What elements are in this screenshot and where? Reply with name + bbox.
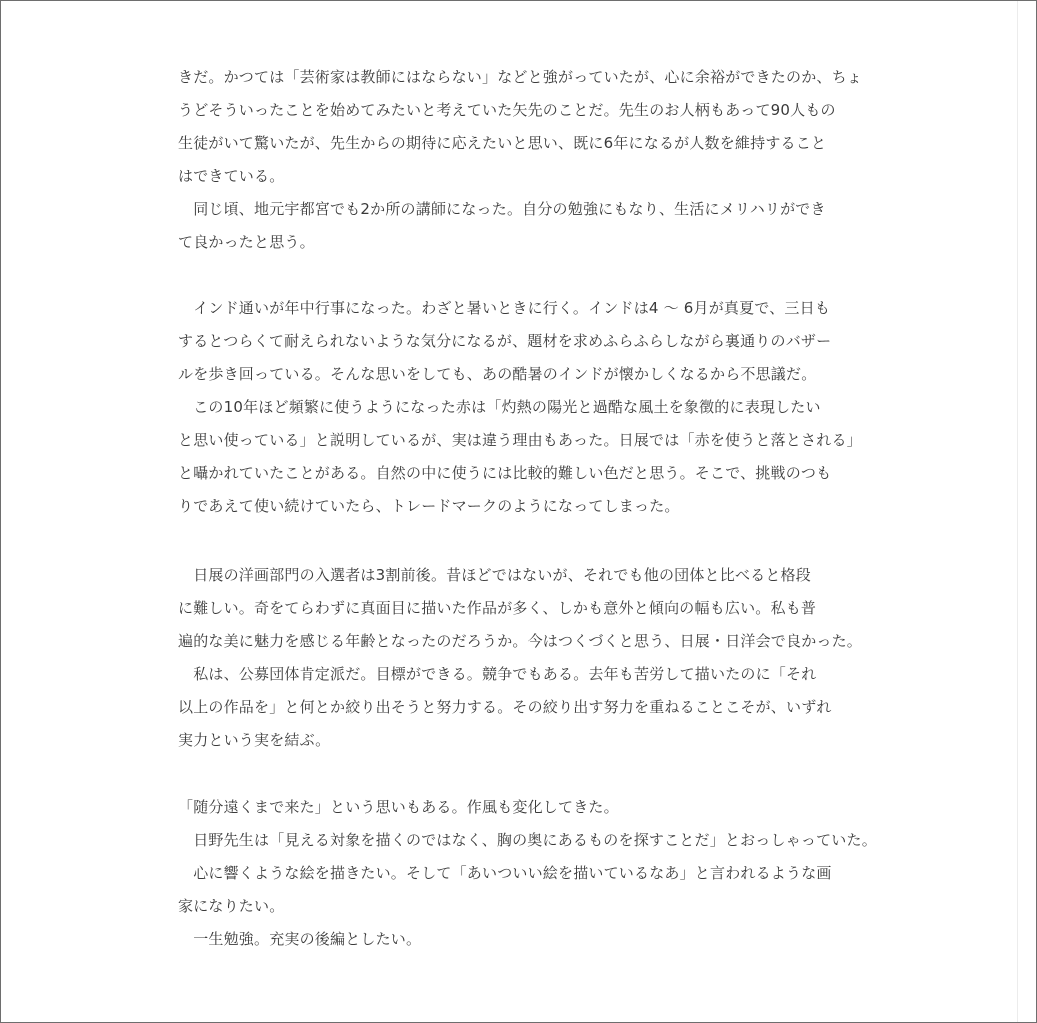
text-line: 「随分遠くまで来た」という思いもある。作風も変化してきた。 [178,798,619,816]
text-line: 生徒がいて驚いたが、先生からの期待に応えたいと思い、既に6年になるが人数を維持すること [178,134,827,152]
text-line: この10年ほど頻繁に使うようになった赤は「灼熱の陽光と過酷な風土を象徴的に表現したい [178,398,821,416]
text-line: インド通いが年中行事になった。わざと暑いときに行く。インドは4 ～ 6月が真夏で、三日も [178,299,831,317]
text-line: 心に響くような絵を描きたい。そして「あいついい絵を描いているなあ」と言われるような画 [178,864,832,882]
text-line: て良かったと思う。 [178,233,315,251]
text-line: 私は、公募団体肯定派だ。目標ができる。競争でもある。去年も苦労して描いたのに「それ [178,665,817,683]
text-line: 同じ頃、地元宇都宮でも2か所の講師になった。自分の勉強にもなり、生活にメリハリができ [178,200,826,218]
text-line: 日野先生は「見える対象を描くのではなく、胸の奥にあるものを探すことだ」とおっしゃっていた。 [178,831,877,849]
essay-text [1,1,1036,1022]
text-line: りであえて使い続けていたら、トレードマークのようになってしまった。 [178,497,680,515]
text-line: するとつらくて耐えられないような気分になるが、題材を求めふらふらしながら裏通りのバザー [178,332,832,350]
text-line: 以上の作品を」と何とか絞り出そうと努力する。その絞り出す努力を重ねることこそが、いずれ [178,698,832,716]
text-line: はできている。 [178,167,285,185]
text-line: うどそういったことを始めてみたいと考えていた矢先のことだ。先生のお人柄もあって90人もの [178,101,836,119]
text-line: 一生勉強。充実の後編としたい。 [178,930,422,948]
text-line: と思い使っている」と説明しているが、実は違う理由もあった。日展では「赤を使うと落とされる」 [178,431,862,449]
text-line: に難しい。奇をてらわずに真面目に描いた作品が多く、しかも意外と傾向の幅も広い。私も普 [178,599,817,617]
text-line: 家になりたい。 [178,897,285,915]
text-line: 日展の洋画部門の入選者は3割前後。昔ほどではないが、それでも他の団体と比べると格段 [178,566,811,584]
text-line: 遍的な美に魅力を感じる年齢となったのだろうか。今はつくづくと思う、日展・日洋会で良かった。 [178,632,863,650]
text-line: 実力という実を結ぶ。 [178,731,331,749]
text-line: と囁かれていたことがある。自然の中に使うには比較的難しい色だと思う。そこで、挑戦のつも [178,464,832,482]
text-line: きだ。かつては「芸術家は教師にはならない」などと強がっていたが、心に余裕ができたのか、ちょ [178,68,863,86]
text-line: ルを歩き回っている。そんな思いをしても、あの酷暑のインドが懐かしくなるから不思議だ。 [178,365,817,383]
